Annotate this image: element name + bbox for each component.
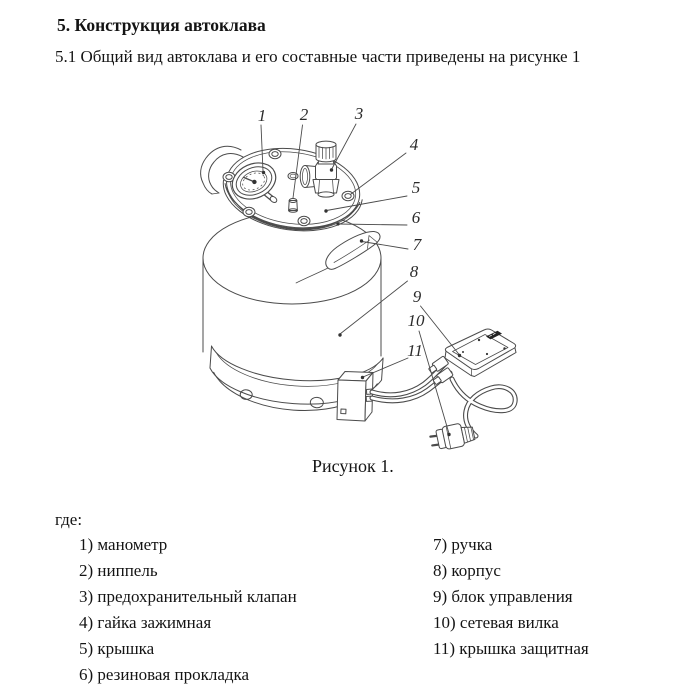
protective-cover [337, 372, 373, 422]
figure-callout-11: 11 [407, 341, 423, 360]
legend-lead: где: [55, 510, 83, 529]
legend-item: 11) крышка защитная [433, 639, 589, 658]
figure-callout-7: 7 [412, 235, 422, 254]
legend-item: 7) ручка [433, 535, 493, 554]
legend-column-2 [433, 532, 589, 662]
legend-item: 5) крышка [79, 639, 155, 658]
figure-callout-8: 8 [409, 262, 419, 281]
shoulder-seam [296, 268, 328, 283]
figure-callout-4: 4 [409, 135, 419, 154]
legend-item: 1) манометр [79, 535, 168, 554]
legend-item: 4) гайка зажимная [79, 613, 212, 632]
right-handle [326, 231, 380, 269]
figure-callout-1: 1 [257, 106, 267, 125]
figure-callout-6: 6 [411, 208, 421, 227]
control-box [427, 329, 516, 386]
body-outline [203, 212, 381, 356]
figure-callout-5: 5 [411, 178, 421, 197]
legend-item: 2) ниппель [79, 561, 158, 580]
figure-callout-3: 3 [354, 104, 364, 123]
legend-item: 6) резиновая прокладка [79, 665, 250, 684]
section-intro: 5.1 Общий вид автоклава и его составные части приведены на рисунке 1 [55, 47, 581, 66]
legend-item: 8) корпус [433, 561, 501, 580]
legend-column-1 [79, 532, 297, 688]
figure-caption: Рисунок 1. [312, 456, 394, 476]
section-heading: 5. Конструкция автоклава [57, 15, 266, 35]
figure-callout-10: 10 [407, 311, 425, 330]
legend-item: 10) сетевая вилка [433, 613, 559, 632]
legend-item: 9) блок управления [433, 587, 573, 606]
figure-callout-2: 2 [299, 105, 309, 124]
figure-callout-9: 9 [412, 287, 422, 306]
legend-item: 3) предохранительный клапан [79, 587, 297, 606]
